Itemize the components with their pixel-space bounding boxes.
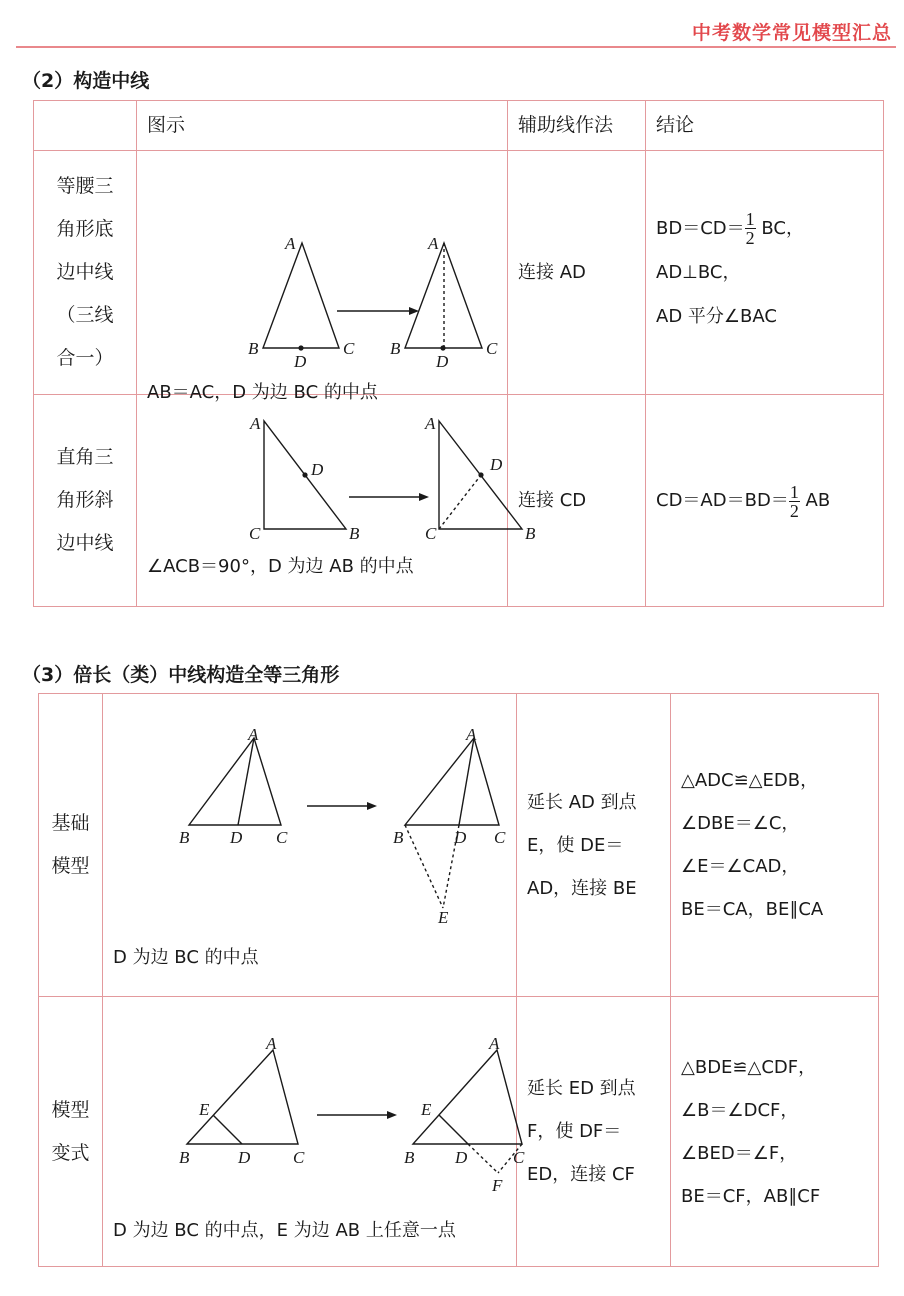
conclusion-line: AD⊥BC，: [656, 261, 741, 283]
label-a: A: [425, 414, 436, 433]
extension-df: [468, 1144, 498, 1173]
label-c: C: [293, 1148, 305, 1167]
header-divider: [16, 46, 896, 48]
label-b: B: [179, 1148, 190, 1167]
row-label-basic-model: [39, 694, 103, 997]
conclusion-line: ∠BED＝∠F，: [681, 1142, 798, 1164]
method-cell: [517, 997, 671, 1267]
label-a: A: [489, 1034, 500, 1053]
label-a: A: [266, 1034, 277, 1053]
label-e: E: [438, 908, 449, 927]
label-b: B: [393, 828, 404, 847]
label-c: C: [486, 339, 498, 358]
triangle-abc-left: [189, 738, 281, 825]
figure-caption: ∠ACB＝90°，D 为边 AB 的中点: [147, 556, 414, 577]
label-a: A: [285, 234, 296, 253]
point-d-left: [302, 472, 307, 477]
conclusion-cell: [671, 997, 879, 1267]
fraction-half: [745, 210, 756, 247]
label-a: A: [466, 725, 477, 744]
label-d: D: [490, 455, 503, 474]
conclusion-line: [656, 207, 883, 251]
header-empty-cell: [34, 101, 137, 151]
conclusion-line: BE＝CA，BE∥CA: [681, 899, 824, 920]
point-d-left: [298, 345, 303, 350]
label-b: B: [179, 828, 190, 847]
label-d: D: [230, 828, 243, 847]
row-label-isosceles: [34, 151, 137, 395]
label-e: E: [199, 1100, 210, 1119]
conclusion-cell: [671, 694, 879, 997]
method-line: F，使 DF＝: [527, 1121, 622, 1142]
row-label-right-triangle: [34, 395, 137, 607]
label-d: D: [311, 460, 324, 479]
label-line: （三线: [56, 304, 114, 326]
label-line: 角形斜: [56, 489, 114, 511]
figure-caption: D 为边 BC 的中点: [113, 947, 259, 968]
fraction-numerator: 1: [745, 209, 755, 229]
figure-variant-model: [103, 997, 525, 1267]
figure-isosceles: [137, 151, 508, 403]
table-row: [39, 997, 879, 1267]
conclusion-line: ∠DBE＝∠C，: [681, 813, 800, 834]
table-header-row: [34, 101, 884, 151]
label-b: B: [390, 339, 401, 358]
median-ad-right: [459, 738, 474, 825]
label-line: 模型: [51, 1098, 90, 1121]
label-line: 合一）: [56, 347, 114, 369]
segment-ed-left: [213, 1115, 242, 1144]
col-method: 辅助线作法: [508, 101, 646, 151]
triangle-abc-right: [413, 1050, 522, 1144]
method-line: E，使 DE＝: [527, 834, 624, 856]
table-row: [34, 151, 884, 395]
label-a: A: [248, 725, 259, 744]
method-line: 延长 ED 到点: [527, 1078, 636, 1099]
label-line: 等腰三: [56, 175, 114, 197]
label-d: D: [238, 1148, 251, 1167]
label-c: C: [343, 339, 355, 358]
method-line: ED，连接 CF: [527, 1164, 635, 1185]
median-ad-left: [238, 738, 254, 825]
table-double-median: [38, 693, 879, 1267]
conclusion-text: BD＝CD＝: [656, 217, 745, 239]
conclusion-text: CD＝AD＝BD＝: [656, 490, 789, 511]
conclusion-line: △ADC≌△EDB，: [681, 770, 819, 791]
label-c: C: [513, 1148, 525, 1167]
section-3-title: （3）倍长（类）中线构造全等三角形: [22, 664, 340, 686]
figure-caption: D 为边 BC 的中点，E 为边 AB 上任意一点: [113, 1220, 456, 1241]
row-label-variant-model: [39, 997, 103, 1267]
table-row: [39, 694, 879, 997]
figure-basic-model: [103, 694, 517, 997]
point-d-right: [440, 345, 445, 350]
label-d: D: [454, 828, 467, 847]
conclusion-line: AD 平分∠BAC: [656, 305, 777, 327]
method-line: AD，连接 BE: [527, 877, 637, 899]
method-cell: 连接 CD: [508, 395, 646, 607]
label-a: A: [428, 234, 439, 253]
point-d-right: [478, 472, 483, 477]
label-c: C: [276, 828, 288, 847]
label-c: C: [425, 524, 437, 543]
label-d: D: [436, 352, 449, 371]
table-construct-median: [33, 100, 884, 607]
label-c: C: [494, 828, 506, 847]
label-line: 模型: [51, 855, 90, 877]
label-line: 边中线: [56, 532, 114, 554]
label-line: 角形底: [56, 218, 114, 240]
method-cell: 连接 AD: [508, 151, 646, 395]
segment-ed-right: [439, 1115, 468, 1144]
header-title: 中考数学常见模型汇总: [691, 22, 892, 44]
conclusion-cell: [646, 395, 884, 607]
col-conclusion: 结论: [646, 101, 884, 151]
conclusion-line: BE＝CF，AB∥CF: [681, 1185, 821, 1207]
fraction-denominator: 2: [789, 500, 799, 521]
col-figure: 图示: [137, 101, 508, 151]
figure-right-triangle: [137, 395, 536, 607]
conclusion-line: ∠B＝∠DCF，: [681, 1099, 799, 1121]
label-b: B: [404, 1148, 415, 1167]
label-e: E: [421, 1100, 432, 1119]
median-cd: [439, 475, 481, 529]
arrow-head: [367, 802, 377, 810]
arrow-head: [387, 1111, 397, 1119]
conclusion-cell: [646, 151, 884, 395]
label-line: 基础: [51, 812, 90, 834]
label-b: B: [248, 339, 259, 358]
label-f: F: [492, 1176, 503, 1195]
conclusion-text: BC，: [761, 217, 804, 239]
table-row: [34, 395, 884, 607]
conclusion-text: AB: [805, 490, 831, 511]
label-d: D: [294, 352, 307, 371]
method-cell: [517, 694, 671, 997]
isosceles-diagram: [137, 151, 508, 395]
label-line: 变式: [51, 1141, 90, 1164]
fraction-half: [789, 483, 800, 520]
label-b: B: [525, 524, 536, 543]
arrow-head: [419, 493, 429, 501]
label-d: D: [455, 1148, 468, 1167]
triangle-abc-left: [187, 1050, 298, 1144]
label-c: C: [249, 524, 261, 543]
fraction-denominator: 2: [745, 228, 755, 248]
label-a: A: [250, 414, 261, 433]
fraction-numerator: 1: [789, 481, 799, 502]
section-2-title: （2）构造中线: [22, 70, 150, 92]
triangle-abc-right: [405, 243, 482, 348]
figure-caption: AB＝AC，D 为边 BC 的中点: [147, 382, 378, 403]
conclusion-line: ∠E＝∠CAD，: [681, 856, 800, 877]
label-line: 直角三: [56, 446, 114, 468]
label-b: B: [349, 524, 360, 543]
segment-be: [405, 825, 443, 908]
triangle-abc-left: [263, 243, 339, 348]
label-line: 边中线: [56, 261, 114, 283]
method-line: 延长 AD 到点: [527, 791, 637, 813]
triangle-abc-right: [405, 738, 499, 825]
conclusion-line: △BDE≌△CDF，: [681, 1056, 817, 1078]
